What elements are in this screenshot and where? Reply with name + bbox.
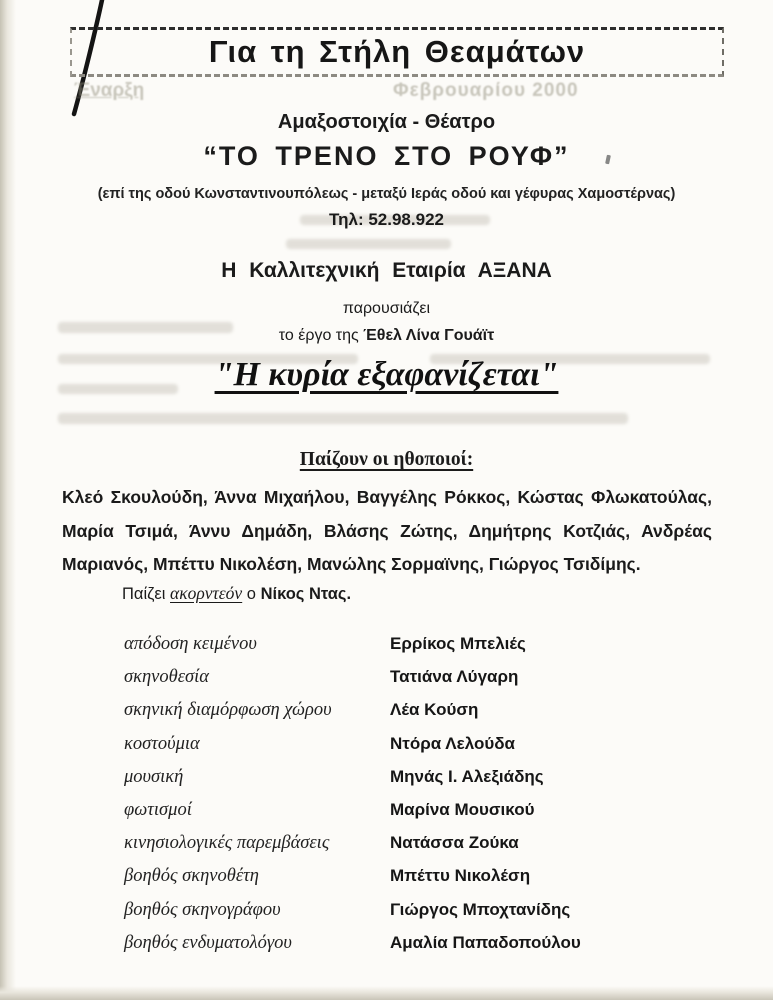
credit-name: Αμαλία Παπαδοπούλου (390, 932, 581, 952)
cast-line: Μαριανός, Μπέττυ Νικολέση, Μανώλης Σορμαϊνης, Γιώργος Τσιδίμης. (62, 554, 641, 574)
credit-row (124, 634, 581, 667)
credit-row (124, 734, 581, 767)
credit-role: απόδοση κειμένου (124, 634, 257, 654)
ghost-text-fragment: Φεβρουαρίου 2000 (393, 80, 579, 101)
musician-line (122, 583, 351, 604)
credit-role: φωτισμοί (124, 799, 192, 820)
cast-line: Κλεό Σκουλούδη, Άννα Μιχαήλου, Βαγγέλης Ρόκκος, Κώστας Φλωκατούλας, (62, 487, 712, 507)
instrument-word: ακορντεόν (170, 583, 243, 603)
credit-name: Λέα Κούση (390, 700, 479, 720)
credit-name: Μπέττυ Νικολέση (390, 866, 531, 886)
credit-name: Μαρίνα Μουσικού (390, 799, 535, 819)
credit-role: κινησιολογικές παρεμβάσεις (124, 833, 330, 854)
cast-names-paragraph (62, 481, 712, 582)
credit-row (124, 667, 581, 700)
page-bottom-edge-shadow (0, 986, 773, 1000)
credit-name: Τατιάνα Λύγαρη (390, 667, 519, 687)
venue-phone: Τηλ: 52.98.922 (329, 210, 444, 229)
musician-name: Νίκος Ντας. (260, 585, 352, 603)
credit-name: Γιώργος Μποχτανίδης (390, 899, 571, 919)
credit-role: σκηνική διαμόρφωση χώρου (124, 700, 332, 721)
credit-row (124, 933, 581, 966)
presents-line: παρουσιάζει (342, 300, 431, 317)
credit-role: κοστούμια (124, 733, 200, 754)
bleed-through-smudge (286, 239, 451, 249)
company-name: Η Καλλιτεχνική Εταιρία ΑΞΑΝΑ (221, 259, 552, 282)
credit-role: βοηθός σκηνογράφου (124, 899, 281, 920)
cast-heading: Παίζουν οι ηθοποιοί: (299, 449, 474, 470)
credit-row (124, 833, 581, 866)
musician-prefix: Παίζει (122, 585, 171, 603)
author-name: Έθελ Λίνα Γουάϊτ (363, 327, 495, 344)
credit-row (124, 700, 581, 733)
play-title: "Η κυρία εξαφανίζεται" (214, 356, 559, 393)
venue-address: (επί της οδού Κωνσταντινουπόλεως - μεταξύ Ιεράς οδού και γέφυρας Χαμοστέρνας) (97, 186, 676, 202)
credit-row (124, 866, 581, 899)
musician-middle: ο (242, 585, 261, 603)
work-line (0, 327, 773, 345)
credit-name: Ντόρα Λελούδα (390, 733, 516, 753)
cast-line: Μαρία Τσιμά, Άννυ Δημάδη, Βλάσης Ζώτης, Δημήτρης Κοτζιάς, Ανδρέας (62, 520, 712, 541)
credit-role: σκηνοθεσία (124, 667, 209, 688)
credit-row (124, 767, 581, 800)
credit-row (124, 900, 581, 933)
ghost-text-fragment: Έναρξη (74, 80, 145, 101)
credit-role: βοηθός ενδυματολόγου (124, 932, 292, 953)
headline-box (70, 27, 724, 77)
credit-role: βοηθός σκηνοθέτη (124, 866, 259, 887)
credit-name: Ερρίκος Μπελιές (390, 634, 526, 653)
credit-name: Νατάσσα Ζούκα (390, 833, 519, 853)
credits-list (124, 634, 581, 966)
page-title: Για τη Στήλη Θεαμάτων (208, 34, 586, 69)
credit-name: Μηνάς Ι. Αλεξιάδης (390, 766, 544, 786)
work-prefix: το έργο της (278, 327, 364, 344)
credit-role: μουσική (124, 766, 184, 787)
credit-row (124, 800, 581, 833)
bleed-through-smudge (58, 413, 628, 424)
venue-name: “ΤΟ ΤΡΕΝΟ ΣΤΟ ΡΟΥΦ” (203, 141, 570, 171)
venue-type-line: Αμαξοστοιχία - Θέατρο (277, 111, 496, 133)
